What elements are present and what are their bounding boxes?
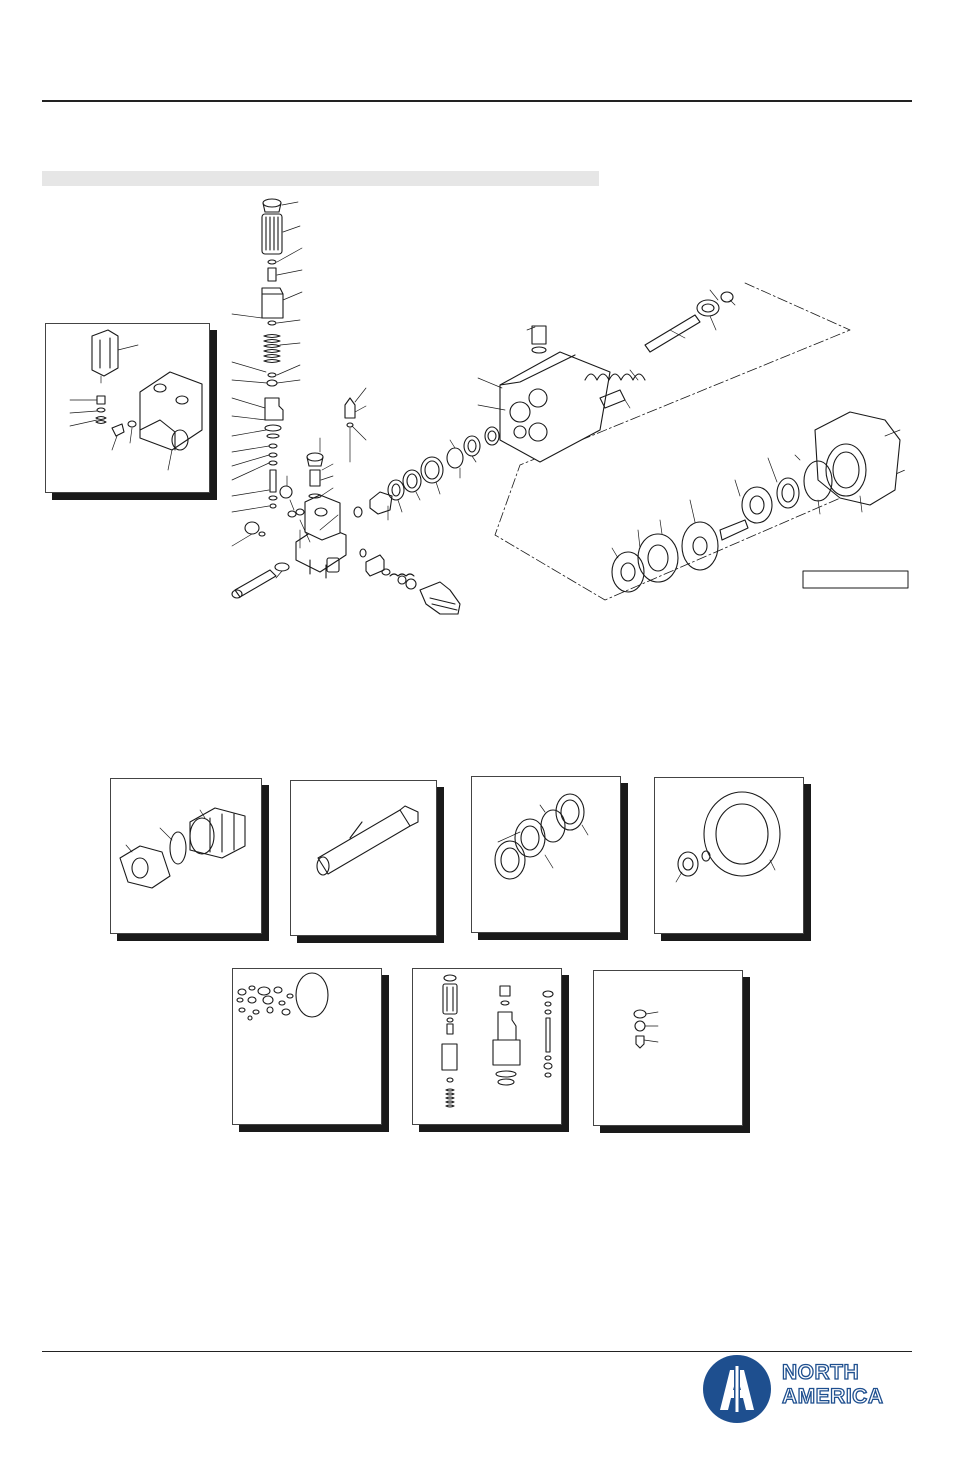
kit4-oil-seals [678,792,780,876]
figure-reference-box [803,571,908,588]
seal-series [370,427,499,514]
kit5-o-rings [237,973,328,1020]
injector-chain [360,549,460,614]
kit6-unloader-parts [442,975,553,1107]
logo-text-north: NORTH [782,1361,860,1384]
logo-text-america: AMERICA [782,1385,884,1408]
inset-parts [92,330,202,450]
flange-group [612,412,900,592]
kit2-piston [317,806,418,875]
kit3-water-seals [495,794,584,879]
ar-logo-icon [700,1352,774,1426]
kit7-leaders [644,1012,658,1042]
kit7-injector-parts [634,1010,646,1048]
kit3-leaders [498,805,588,868]
crankcase [500,292,733,462]
kit1-check-valve [120,808,245,888]
unloader-stack [262,199,283,508]
manifold-head [232,398,362,598]
